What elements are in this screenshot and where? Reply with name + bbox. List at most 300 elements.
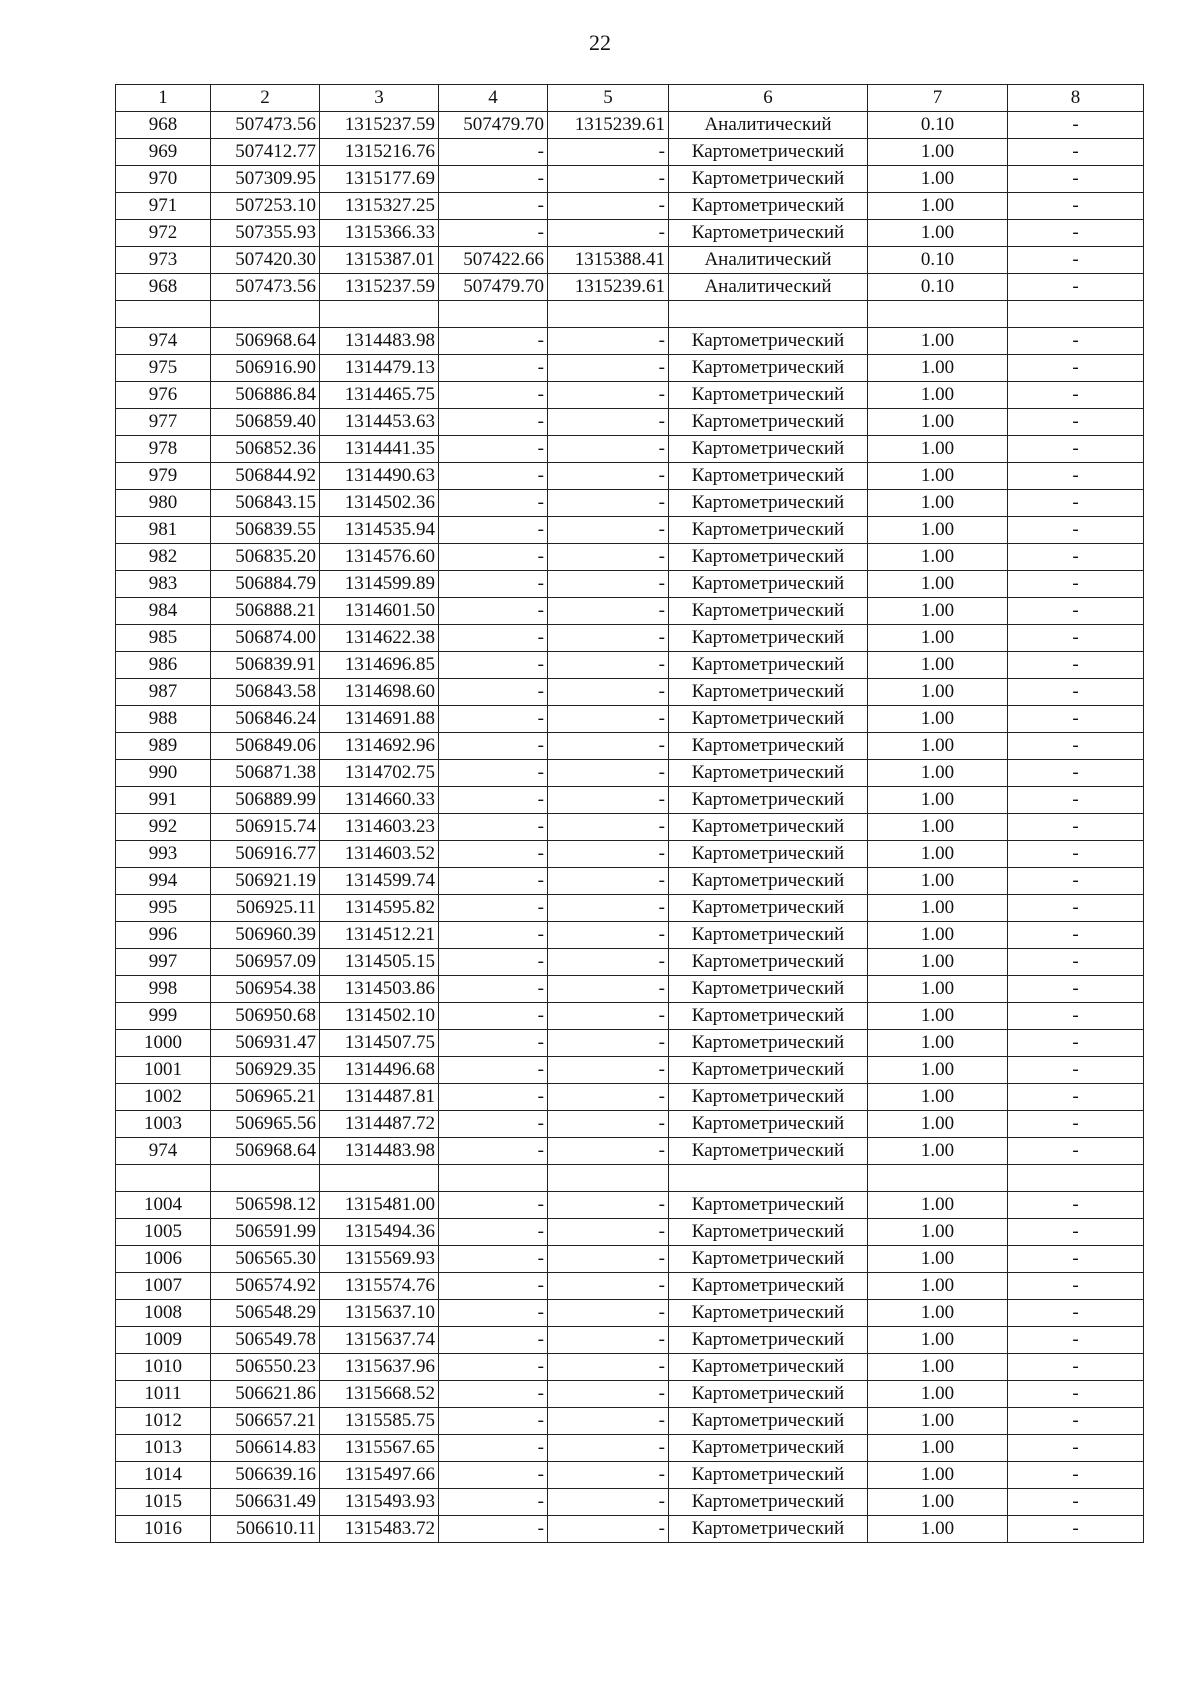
note-cell: -	[1008, 1030, 1144, 1057]
x-coordinate-cell: 506639.16	[211, 1462, 320, 1489]
method-cell: Картометрический	[669, 787, 868, 814]
x-coordinate-cell: 506846.24	[211, 706, 320, 733]
point-number-cell: 978	[116, 436, 211, 463]
y-coordinate-cell	[320, 1165, 439, 1192]
method-cell: Картометрический	[669, 895, 868, 922]
y-coordinate-cell: 1314622.38	[320, 625, 439, 652]
x-alt-coordinate-cell: -	[439, 949, 548, 976]
method-cell: Картометрический	[669, 382, 868, 409]
x-alt-coordinate-cell: -	[439, 1057, 548, 1084]
y-alt-coordinate-cell: -	[548, 1300, 669, 1327]
x-coordinate-cell: 506621.86	[211, 1381, 320, 1408]
point-number-cell: 975	[116, 355, 211, 382]
y-alt-coordinate-cell: -	[548, 814, 669, 841]
x-alt-coordinate-cell: -	[439, 1489, 548, 1516]
x-alt-coordinate-cell: -	[439, 517, 548, 544]
x-alt-coordinate-cell: -	[439, 787, 548, 814]
note-cell: -	[1008, 949, 1144, 976]
y-alt-coordinate-cell: -	[548, 1057, 669, 1084]
x-alt-coordinate-cell: -	[439, 544, 548, 571]
x-alt-coordinate-cell: -	[439, 1246, 548, 1273]
accuracy-cell: 1.00	[868, 517, 1008, 544]
method-cell: Картометрический	[669, 517, 868, 544]
x-coordinate-cell: 506960.39	[211, 922, 320, 949]
x-alt-coordinate-cell: -	[439, 166, 548, 193]
y-coordinate-cell: 1314601.50	[320, 598, 439, 625]
note-cell: -	[1008, 976, 1144, 1003]
accuracy-cell: 1.00	[868, 598, 1008, 625]
note-cell: -	[1008, 490, 1144, 517]
accuracy-cell: 1.00	[868, 922, 1008, 949]
x-alt-coordinate-cell: -	[439, 760, 548, 787]
y-coordinate-cell: 1314465.75	[320, 382, 439, 409]
note-cell: -	[1008, 463, 1144, 490]
method-cell: Картометрический	[669, 463, 868, 490]
method-cell: Картометрический	[669, 193, 868, 220]
y-coordinate-cell: 1314502.36	[320, 490, 439, 517]
x-alt-coordinate-cell: -	[439, 1219, 548, 1246]
note-cell: -	[1008, 652, 1144, 679]
x-coordinate-cell: 507420.30	[211, 247, 320, 274]
point-number-cell: 983	[116, 571, 211, 598]
x-coordinate-cell: 506915.74	[211, 814, 320, 841]
method-cell: Картометрический	[669, 139, 868, 166]
x-alt-coordinate-cell: -	[439, 598, 548, 625]
method-cell: Картометрический	[669, 922, 868, 949]
note-cell: -	[1008, 1381, 1144, 1408]
table-row	[116, 652, 1144, 679]
accuracy-cell: 1.00	[868, 139, 1008, 166]
y-alt-coordinate-cell: -	[548, 1219, 669, 1246]
x-coordinate-cell: 506844.92	[211, 463, 320, 490]
y-alt-coordinate-cell: -	[548, 949, 669, 976]
x-coordinate-cell: 506921.19	[211, 868, 320, 895]
column-header: 2	[211, 85, 320, 112]
note-cell: -	[1008, 1138, 1144, 1165]
method-cell: Картометрический	[669, 328, 868, 355]
accuracy-cell: 1.00	[868, 1084, 1008, 1111]
x-coordinate-cell: 507412.77	[211, 139, 320, 166]
x-coordinate-cell: 506965.21	[211, 1084, 320, 1111]
method-cell: Картометрический	[669, 1084, 868, 1111]
y-coordinate-cell: 1314603.23	[320, 814, 439, 841]
column-header: 3	[320, 85, 439, 112]
y-alt-coordinate-cell: -	[548, 1435, 669, 1462]
point-number-cell: 1014	[116, 1462, 211, 1489]
accuracy-cell: 1.00	[868, 652, 1008, 679]
y-coordinate-cell: 1314660.33	[320, 787, 439, 814]
x-coordinate-cell	[211, 1165, 320, 1192]
x-coordinate-cell: 506614.83	[211, 1435, 320, 1462]
y-alt-coordinate-cell: -	[548, 868, 669, 895]
x-coordinate-cell: 506859.40	[211, 409, 320, 436]
accuracy-cell: 1.00	[868, 1246, 1008, 1273]
x-coordinate-cell: 506874.00	[211, 625, 320, 652]
accuracy-cell: 1.00	[868, 490, 1008, 517]
method-cell: Картометрический	[669, 1273, 868, 1300]
y-alt-coordinate-cell: -	[548, 760, 669, 787]
note-cell: -	[1008, 625, 1144, 652]
method-cell: Картометрический	[669, 1435, 868, 1462]
y-coordinate-cell: 1315216.76	[320, 139, 439, 166]
y-coordinate-cell: 1314490.63	[320, 463, 439, 490]
point-number-cell: 991	[116, 787, 211, 814]
accuracy-cell: 1.00	[868, 625, 1008, 652]
y-alt-coordinate-cell: -	[548, 1246, 669, 1273]
point-number-cell: 1010	[116, 1354, 211, 1381]
method-cell: Картометрический	[669, 1192, 868, 1219]
table-row	[116, 787, 1144, 814]
x-alt-coordinate-cell: -	[439, 652, 548, 679]
note-cell: -	[1008, 1192, 1144, 1219]
y-alt-coordinate-cell: -	[548, 382, 669, 409]
accuracy-cell: 0.10	[868, 247, 1008, 274]
x-coordinate-cell: 506968.64	[211, 328, 320, 355]
method-cell: Картометрический	[669, 490, 868, 517]
method-cell: Картометрический	[669, 1111, 868, 1138]
x-coordinate-cell: 506849.06	[211, 733, 320, 760]
note-cell: -	[1008, 841, 1144, 868]
table-row	[116, 112, 1144, 139]
table-row	[116, 1111, 1144, 1138]
y-alt-coordinate-cell: -	[548, 922, 669, 949]
x-alt-coordinate-cell: -	[439, 409, 548, 436]
accuracy-cell: 1.00	[868, 1300, 1008, 1327]
point-number-cell: 982	[116, 544, 211, 571]
point-number-cell: 1004	[116, 1192, 211, 1219]
y-coordinate-cell: 1314702.75	[320, 760, 439, 787]
table-row	[116, 598, 1144, 625]
note-cell: -	[1008, 868, 1144, 895]
accuracy-cell: 1.00	[868, 1273, 1008, 1300]
point-number-cell: 1000	[116, 1030, 211, 1057]
point-number-cell: 974	[116, 328, 211, 355]
table-row	[116, 274, 1144, 301]
table-row	[116, 1219, 1144, 1246]
table-row	[116, 841, 1144, 868]
y-alt-coordinate-cell: -	[548, 598, 669, 625]
point-number-cell: 985	[116, 625, 211, 652]
x-coordinate-cell: 506610.11	[211, 1516, 320, 1543]
y-alt-coordinate-cell: 1315239.61	[548, 112, 669, 139]
table-row	[116, 355, 1144, 382]
table-row	[116, 976, 1144, 1003]
table-row	[116, 490, 1144, 517]
note-cell: -	[1008, 598, 1144, 625]
note-cell: -	[1008, 247, 1144, 274]
y-coordinate-cell: 1315569.93	[320, 1246, 439, 1273]
point-number-cell: 1012	[116, 1408, 211, 1435]
y-coordinate-cell: 1315574.76	[320, 1273, 439, 1300]
accuracy-cell: 0.10	[868, 274, 1008, 301]
x-coordinate-cell: 506886.84	[211, 382, 320, 409]
y-coordinate-cell: 1314599.89	[320, 571, 439, 598]
y-alt-coordinate-cell: -	[548, 436, 669, 463]
y-alt-coordinate-cell: -	[548, 1327, 669, 1354]
note-cell	[1008, 1165, 1144, 1192]
header-row	[116, 85, 1144, 112]
y-coordinate-cell: 1314502.10	[320, 1003, 439, 1030]
table-row	[116, 1381, 1144, 1408]
y-coordinate-cell	[320, 301, 439, 328]
accuracy-cell	[868, 301, 1008, 328]
x-alt-coordinate-cell: -	[439, 733, 548, 760]
y-coordinate-cell: 1315387.01	[320, 247, 439, 274]
x-coordinate-cell: 506852.36	[211, 436, 320, 463]
accuracy-cell: 1.00	[868, 436, 1008, 463]
accuracy-cell: 1.00	[868, 1030, 1008, 1057]
x-coordinate-cell	[211, 301, 320, 328]
x-alt-coordinate-cell: -	[439, 1327, 548, 1354]
y-coordinate-cell: 1314487.81	[320, 1084, 439, 1111]
note-cell: -	[1008, 1300, 1144, 1327]
column-header: 5	[548, 85, 669, 112]
accuracy-cell: 1.00	[868, 949, 1008, 976]
method-cell	[669, 301, 868, 328]
x-alt-coordinate-cell: -	[439, 193, 548, 220]
method-cell: Аналитический	[669, 247, 868, 274]
y-coordinate-cell: 1315237.59	[320, 112, 439, 139]
point-number-cell: 1013	[116, 1435, 211, 1462]
x-coordinate-cell: 506565.30	[211, 1246, 320, 1273]
accuracy-cell: 1.00	[868, 760, 1008, 787]
table-row	[116, 625, 1144, 652]
note-cell: -	[1008, 355, 1144, 382]
point-number-cell: 995	[116, 895, 211, 922]
note-cell: -	[1008, 679, 1144, 706]
note-cell: -	[1008, 1516, 1144, 1543]
y-coordinate-cell: 1314483.98	[320, 328, 439, 355]
y-alt-coordinate-cell: -	[548, 517, 669, 544]
table-row	[116, 436, 1144, 463]
point-number-cell: 989	[116, 733, 211, 760]
x-alt-coordinate-cell: -	[439, 1030, 548, 1057]
note-cell: -	[1008, 571, 1144, 598]
y-coordinate-cell: 1315493.93	[320, 1489, 439, 1516]
point-number-cell: 1011	[116, 1381, 211, 1408]
accuracy-cell: 1.00	[868, 895, 1008, 922]
x-alt-coordinate-cell: -	[439, 1111, 548, 1138]
note-cell: -	[1008, 1246, 1144, 1273]
column-header: 1	[116, 85, 211, 112]
x-alt-coordinate-cell: -	[439, 814, 548, 841]
x-alt-coordinate-cell: -	[439, 1408, 548, 1435]
y-alt-coordinate-cell: -	[548, 1030, 669, 1057]
point-number-cell: 987	[116, 679, 211, 706]
method-cell: Картометрический	[669, 1381, 868, 1408]
y-alt-coordinate-cell: -	[548, 193, 669, 220]
accuracy-cell	[868, 1165, 1008, 1192]
point-number-cell: 1001	[116, 1057, 211, 1084]
y-coordinate-cell: 1315327.25	[320, 193, 439, 220]
accuracy-cell: 1.00	[868, 814, 1008, 841]
method-cell: Картометрический	[669, 1489, 868, 1516]
accuracy-cell: 1.00	[868, 1408, 1008, 1435]
note-cell	[1008, 301, 1144, 328]
column-header: 4	[439, 85, 548, 112]
x-alt-coordinate-cell: -	[439, 1003, 548, 1030]
x-coordinate-cell: 506931.47	[211, 1030, 320, 1057]
y-alt-coordinate-cell: -	[548, 1003, 669, 1030]
x-alt-coordinate-cell: -	[439, 625, 548, 652]
x-coordinate-cell: 506657.21	[211, 1408, 320, 1435]
y-coordinate-cell: 1314505.15	[320, 949, 439, 976]
table-row	[116, 463, 1144, 490]
table-row	[116, 1327, 1144, 1354]
y-coordinate-cell: 1315497.66	[320, 1462, 439, 1489]
table-row	[116, 1516, 1144, 1543]
note-cell: -	[1008, 382, 1144, 409]
table-row	[116, 1489, 1144, 1516]
y-alt-coordinate-cell: -	[548, 490, 669, 517]
note-cell: -	[1008, 1354, 1144, 1381]
page-number: 22	[589, 30, 611, 55]
x-coordinate-cell: 506591.99	[211, 1219, 320, 1246]
table-row	[116, 382, 1144, 409]
point-number-cell: 988	[116, 706, 211, 733]
y-alt-coordinate-cell: -	[548, 328, 669, 355]
table-row	[116, 706, 1144, 733]
table-row	[116, 328, 1144, 355]
y-alt-coordinate-cell	[548, 301, 669, 328]
table-row	[116, 814, 1144, 841]
y-alt-coordinate-cell: -	[548, 1084, 669, 1111]
point-number-cell: 1009	[116, 1327, 211, 1354]
table-row	[116, 1192, 1144, 1219]
method-cell: Картометрический	[669, 598, 868, 625]
note-cell: -	[1008, 1219, 1144, 1246]
y-alt-coordinate-cell: -	[548, 976, 669, 1003]
y-coordinate-cell: 1315177.69	[320, 166, 439, 193]
y-coordinate-cell: 1314483.98	[320, 1138, 439, 1165]
y-alt-coordinate-cell: -	[548, 1462, 669, 1489]
x-coordinate-cell: 507253.10	[211, 193, 320, 220]
method-cell: Картометрический	[669, 1327, 868, 1354]
note-cell: -	[1008, 1327, 1144, 1354]
y-coordinate-cell: 1314479.13	[320, 355, 439, 382]
x-alt-coordinate-cell: -	[439, 895, 548, 922]
x-alt-coordinate-cell: 507479.70	[439, 274, 548, 301]
y-alt-coordinate-cell: -	[548, 1408, 669, 1435]
x-alt-coordinate-cell: -	[439, 328, 548, 355]
y-coordinate-cell: 1314535.94	[320, 517, 439, 544]
x-coordinate-cell: 506950.68	[211, 1003, 320, 1030]
y-coordinate-cell: 1314453.63	[320, 409, 439, 436]
point-number-cell: 1002	[116, 1084, 211, 1111]
point-number-cell: 996	[116, 922, 211, 949]
y-alt-coordinate-cell: -	[548, 625, 669, 652]
table-row	[116, 544, 1144, 571]
y-alt-coordinate-cell: -	[548, 733, 669, 760]
point-number-cell: 1003	[116, 1111, 211, 1138]
x-alt-coordinate-cell: -	[439, 679, 548, 706]
x-alt-coordinate-cell: -	[439, 139, 548, 166]
accuracy-cell: 1.00	[868, 1435, 1008, 1462]
column-header: 7	[868, 85, 1008, 112]
note-cell: -	[1008, 1084, 1144, 1111]
x-alt-coordinate-cell: -	[439, 922, 548, 949]
x-coordinate-cell: 507473.56	[211, 274, 320, 301]
note-cell: -	[1008, 1111, 1144, 1138]
note-cell: -	[1008, 1462, 1144, 1489]
y-coordinate-cell: 1314599.74	[320, 868, 439, 895]
method-cell: Картометрический	[669, 571, 868, 598]
accuracy-cell: 1.00	[868, 193, 1008, 220]
point-number-cell: 994	[116, 868, 211, 895]
point-number-cell: 973	[116, 247, 211, 274]
accuracy-cell: 1.00	[868, 976, 1008, 1003]
x-alt-coordinate-cell: -	[439, 1354, 548, 1381]
y-coordinate-cell: 1315366.33	[320, 220, 439, 247]
x-alt-coordinate-cell: -	[439, 1192, 548, 1219]
y-alt-coordinate-cell: -	[548, 1516, 669, 1543]
accuracy-cell: 1.00	[868, 166, 1008, 193]
note-cell: -	[1008, 1435, 1144, 1462]
point-number-cell: 970	[116, 166, 211, 193]
accuracy-cell: 1.00	[868, 733, 1008, 760]
method-cell: Картометрический	[669, 1354, 868, 1381]
y-coordinate-cell: 1314576.60	[320, 544, 439, 571]
x-alt-coordinate-cell: -	[439, 1516, 548, 1543]
note-cell: -	[1008, 760, 1144, 787]
y-alt-coordinate-cell: -	[548, 706, 669, 733]
point-number-cell	[116, 1165, 211, 1192]
y-alt-coordinate-cell: -	[548, 139, 669, 166]
y-coordinate-cell: 1314441.35	[320, 436, 439, 463]
note-cell: -	[1008, 922, 1144, 949]
method-cell: Картометрический	[669, 679, 868, 706]
accuracy-cell: 1.00	[868, 706, 1008, 733]
table-row	[116, 166, 1144, 193]
table-row	[116, 1084, 1144, 1111]
method-cell: Картометрический	[669, 436, 868, 463]
accuracy-cell: 0.10	[868, 112, 1008, 139]
x-coordinate-cell: 507473.56	[211, 112, 320, 139]
table-row	[116, 301, 1144, 328]
x-alt-coordinate-cell: -	[439, 868, 548, 895]
table-body	[116, 112, 1144, 1543]
accuracy-cell: 1.00	[868, 787, 1008, 814]
method-cell: Картометрический	[669, 166, 868, 193]
y-coordinate-cell: 1314512.21	[320, 922, 439, 949]
accuracy-cell: 1.00	[868, 841, 1008, 868]
method-cell: Аналитический	[669, 274, 868, 301]
x-alt-coordinate-cell: -	[439, 1435, 548, 1462]
method-cell: Картометрический	[669, 733, 868, 760]
accuracy-cell: 1.00	[868, 544, 1008, 571]
x-alt-coordinate-cell: -	[439, 463, 548, 490]
accuracy-cell: 1.00	[868, 1381, 1008, 1408]
x-coordinate-cell: 506916.90	[211, 355, 320, 382]
y-coordinate-cell: 1314503.86	[320, 976, 439, 1003]
y-coordinate-cell: 1315637.74	[320, 1327, 439, 1354]
note-cell: -	[1008, 328, 1144, 355]
table-row	[116, 1003, 1144, 1030]
y-coordinate-cell: 1315637.10	[320, 1300, 439, 1327]
x-alt-coordinate-cell: -	[439, 1273, 548, 1300]
y-alt-coordinate-cell: -	[548, 895, 669, 922]
x-alt-coordinate-cell: -	[439, 1300, 548, 1327]
y-coordinate-cell: 1314595.82	[320, 895, 439, 922]
accuracy-cell: 1.00	[868, 571, 1008, 598]
x-alt-coordinate-cell	[439, 1165, 548, 1192]
y-alt-coordinate-cell: -	[548, 1489, 669, 1516]
x-alt-coordinate-cell: -	[439, 1138, 548, 1165]
y-alt-coordinate-cell: -	[548, 463, 669, 490]
method-cell: Картометрический	[669, 1003, 868, 1030]
x-coordinate-cell: 506871.38	[211, 760, 320, 787]
x-coordinate-cell: 507309.95	[211, 166, 320, 193]
